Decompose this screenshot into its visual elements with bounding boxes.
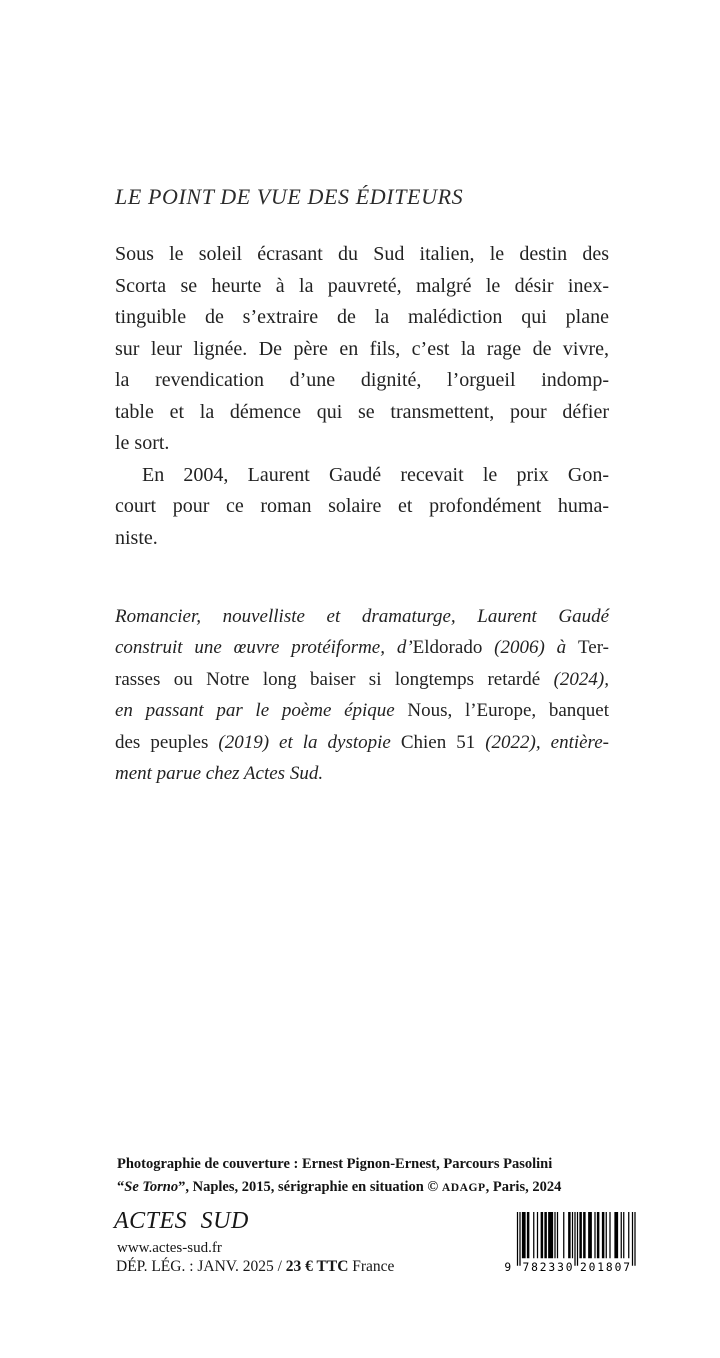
text-segment: Se Torno bbox=[124, 1179, 179, 1195]
text-line bbox=[115, 428, 609, 460]
text-segment: ment parue chez Actes Sud. bbox=[115, 763, 324, 785]
text-segment: sur leur lignée. De père en fils, c’est la rage de vivre, bbox=[115, 337, 609, 360]
text-line bbox=[115, 727, 609, 758]
text-line bbox=[115, 601, 609, 632]
text-line bbox=[115, 491, 609, 523]
text-segment: (2019) et la dystopie bbox=[218, 731, 401, 753]
text-segment: (2022), entière- bbox=[485, 731, 610, 753]
text-line bbox=[115, 758, 609, 789]
text-line bbox=[115, 632, 609, 663]
text-segment: niste. bbox=[115, 526, 158, 549]
text-line bbox=[115, 271, 609, 303]
text-segment: Romancier, nouvelliste et dramaturge, Laurent Gaudé bbox=[115, 606, 609, 627]
text-segment: DÉP. LÉG. : JANV. 2025 / bbox=[116, 1258, 286, 1275]
text-segment: Sous le soleil écrasant du Sud italien, le destin des bbox=[115, 243, 609, 265]
text-segment: 23 € TTC bbox=[285, 1258, 349, 1275]
text-segment: rasses ou Notre long baiser si longtemps retardé bbox=[115, 668, 554, 690]
text-segment: , Paris, 2024 bbox=[485, 1179, 562, 1195]
text-line bbox=[117, 1176, 587, 1199]
text-line bbox=[115, 664, 609, 695]
legal-deposit-price bbox=[116, 1258, 394, 1276]
text-segment: Nous, l’Europe, banquet bbox=[407, 700, 609, 722]
svg-text:782330: 782330 bbox=[522, 1260, 573, 1272]
isbn-barcode bbox=[504, 1212, 636, 1277]
text-segment: en passant par le poème épique bbox=[115, 700, 408, 722]
text-segment: tinguible de s’extraire de la malédiction qui plane bbox=[115, 306, 609, 328]
cover-photo-credit bbox=[117, 1153, 587, 1199]
text-line bbox=[115, 365, 609, 397]
text-segment: ADAGP bbox=[441, 1181, 486, 1194]
text-segment: Photographie de couverture : Ernest Pignon-Ernest, Parcours Pasolini bbox=[117, 1156, 553, 1172]
barcode-bars bbox=[504, 1212, 636, 1272]
text-segment: construit une œuvre protéiforme, d’ bbox=[115, 637, 413, 659]
text-segment: En 2004, Laurent Gaudé recevait le prix Gon- bbox=[142, 463, 609, 486]
text-segment: (2024), bbox=[553, 668, 609, 690]
text-segment: des peuples bbox=[115, 731, 219, 753]
svg-text:201807: 201807 bbox=[580, 1260, 630, 1272]
text-segment: la revendication d’une dignité, l’orgueil indomp- bbox=[115, 369, 609, 391]
text-line bbox=[115, 397, 609, 429]
author-bio bbox=[115, 601, 609, 789]
text-line bbox=[117, 1153, 587, 1176]
text-segment: court pour ce roman solaire et profondément huma- bbox=[115, 495, 609, 517]
text-segment: Chien 51 bbox=[400, 731, 486, 753]
text-line bbox=[115, 302, 609, 334]
text-segment: Scorta se heurte à la pauvreté, malgré le désir inex- bbox=[115, 274, 609, 297]
text-segment: France bbox=[348, 1258, 395, 1275]
svg-text:9: 9 bbox=[504, 1260, 512, 1272]
text-segment: “ bbox=[117, 1179, 125, 1195]
text-segment: le sort. bbox=[115, 432, 170, 454]
text-line bbox=[115, 523, 609, 555]
publisher-logo: ACTES SUD bbox=[114, 1208, 249, 1234]
page-title: LE POINT DE VUE DES ÉDITEURS bbox=[115, 184, 464, 209]
text-segment: (2006) à bbox=[482, 637, 579, 659]
text-segment: Ter- bbox=[578, 637, 610, 659]
text-line bbox=[115, 334, 609, 366]
text-line bbox=[115, 695, 609, 726]
text-segment: Eldorado bbox=[412, 637, 483, 659]
publisher-website: www.actes-sud.fr bbox=[117, 1240, 222, 1256]
text-segment: ”, Naples, 2015, sérigraphie en situation © bbox=[178, 1179, 442, 1195]
text-line bbox=[115, 239, 609, 271]
publisher-blurb bbox=[115, 239, 609, 554]
text-line bbox=[115, 460, 609, 492]
text-segment: table et la démence qui se transmettent, pour défier bbox=[115, 400, 609, 423]
